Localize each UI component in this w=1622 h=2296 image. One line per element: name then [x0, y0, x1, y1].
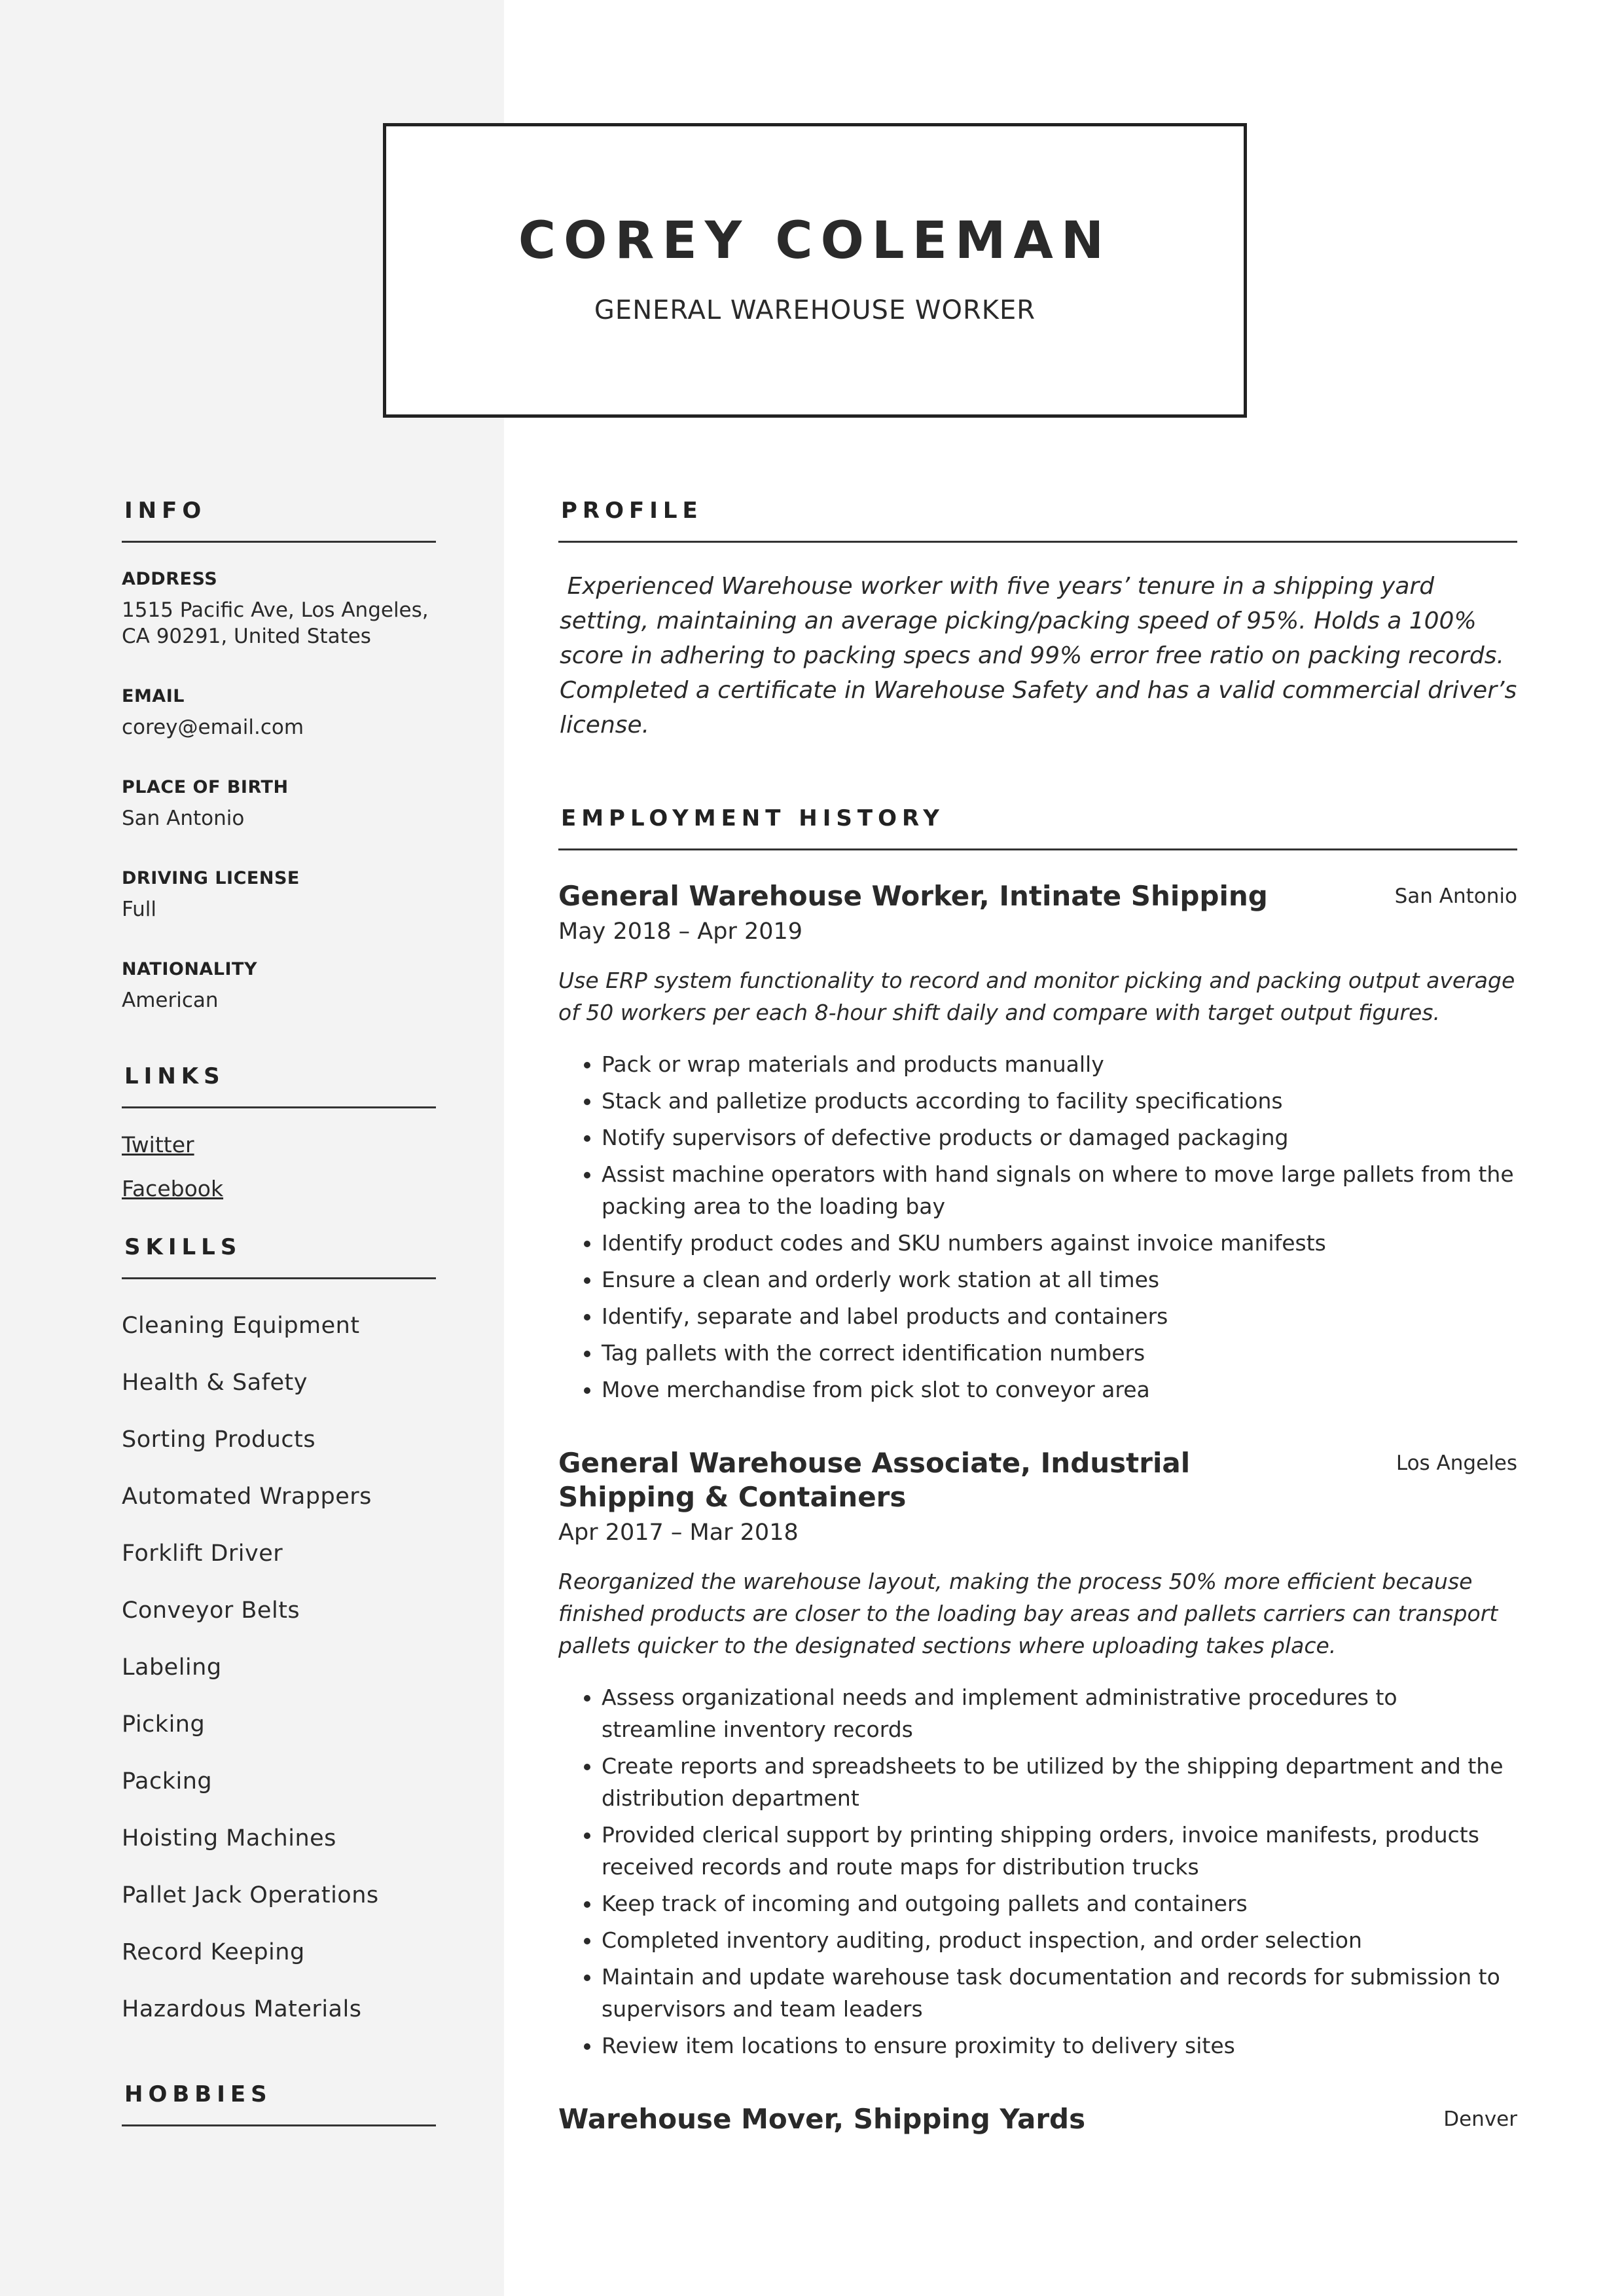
- skill-item: Conveyor Belts: [122, 1597, 300, 1624]
- profile-text: Experienced Warehouse worker with five years’ tenure in a shipping yard setting, maintaining an average picking/packing speed of 95%. Holds a 100% score in adhering to packing specs and 99% error free ratio on packing records. Completed a certificate in Warehouse Safety and has a valid commercial driver’s license.: [560, 573, 1524, 738]
- skill-item: Hoisting Machines: [122, 1825, 336, 1851]
- address-label: ADDRESS: [122, 569, 218, 589]
- candidate-title: GENERAL WAREHOUSE WORKER: [594, 295, 1036, 325]
- bullet-item: • Stack and palletize products according to facility specifications: [602, 1085, 1517, 1117]
- email-value: corey@email.com: [122, 716, 304, 739]
- driving-license-label: DRIVING LICENSE: [122, 868, 300, 888]
- main-content: [558, 498, 1524, 2136]
- job-bullets: [558, 1681, 1517, 2062]
- bullet-item: • Tag pallets with the correct identification numbers: [602, 1337, 1517, 1369]
- job-title: General Warehouse Worker, Intinate Shipping: [558, 880, 1268, 912]
- skills-heading: SKILLS: [122, 1234, 436, 1279]
- job-title: General Warehouse Associate, Industrial Shipping & Containers: [558, 1447, 1191, 1513]
- skills-list: [122, 1298, 436, 2038]
- bullet-item: • Completed inventory auditing, product inspection, and order selection: [602, 1924, 1517, 1956]
- job-entry: [558, 1446, 1517, 2062]
- skill-item: Hazardous Materials: [122, 1996, 362, 2022]
- info-list: [122, 569, 436, 1013]
- job-description: Use ERP system functionality to record and monitor picking and packing output average of 50 workers per each 8-hour shift daily and compare with target output figures.: [558, 968, 1515, 1025]
- bullet-item: • Assess organizational needs and implement administrative procedures to streamline inventory records: [602, 1681, 1517, 1745]
- bullet-item: • Create reports and spreadsheets to be utilized by the shipping department and the distribution department: [602, 1750, 1517, 1814]
- skills-section: [122, 1234, 436, 2038]
- skill-item: Health & Safety: [122, 1370, 308, 1396]
- skill-item: Labeling: [122, 1654, 222, 1681]
- bullet-item: • Notify supervisors of defective products or damaged packaging: [602, 1121, 1517, 1154]
- links-heading: LINKS: [122, 1063, 436, 1108]
- bullet-item: • Identify product codes and SKU numbers against invoice manifests: [602, 1227, 1517, 1259]
- job-entry: [558, 879, 1517, 1406]
- header-box: [383, 123, 1247, 418]
- twitter-link[interactable]: Twitter: [122, 1132, 194, 1157]
- bullet-item: • Assist machine operators with hand signals on where to move large pallets from the packing area to the loading bay: [602, 1158, 1517, 1222]
- job-city: San Antonio: [1394, 884, 1517, 908]
- driving-license-value: Full: [122, 898, 157, 921]
- job-dates: Apr 2017 – Mar 2018: [558, 1520, 799, 1546]
- skill-item: Picking: [122, 1711, 206, 1738]
- nationality-label: NATIONALITY: [122, 959, 258, 979]
- profile-heading: PROFILE: [558, 498, 1517, 543]
- bullet-item: • Keep track of incoming and outgoing pallets and containers: [602, 1887, 1517, 1920]
- birthplace-label: PLACE OF BIRTH: [122, 777, 289, 797]
- job-dates: May 2018 – Apr 2019: [558, 919, 803, 945]
- info-heading: INFO: [122, 498, 436, 543]
- skill-item: Record Keeping: [122, 1939, 305, 1965]
- email-label: EMAIL: [122, 686, 185, 706]
- skill-item: Forklift Driver: [122, 1540, 283, 1567]
- sidebar: [122, 498, 436, 2126]
- skill-item: Automated Wrappers: [122, 1484, 372, 1510]
- skill-item: Sorting Products: [122, 1427, 316, 1453]
- hobbies-section: [122, 2081, 436, 2126]
- bullet-item: • Pack or wrap materials and products manually: [602, 1048, 1517, 1080]
- nationality-value: American: [122, 989, 219, 1012]
- bullet-item: • Provided clerical support by printing shipping orders, invoice manifests, products received records and route maps for distribution trucks: [602, 1819, 1517, 1883]
- facebook-link[interactable]: Facebook: [122, 1176, 224, 1201]
- skill-item: Cleaning Equipment: [122, 1313, 360, 1339]
- bullet-item: • Identify, separate and label products and containers: [602, 1300, 1517, 1332]
- bullet-item: • Maintain and update warehouse task documentation and records for submission to supervisors and team leaders: [602, 1961, 1517, 2025]
- skill-item: Pallet Jack Operations: [122, 1882, 379, 1908]
- job-bullets: [558, 1048, 1517, 1406]
- candidate-name: COREY COLEMAN: [518, 211, 1112, 270]
- job-city: Denver: [1443, 2107, 1517, 2131]
- hobbies-heading: HOBBIES: [122, 2081, 436, 2126]
- employment-heading: EMPLOYMENT HISTORY: [558, 805, 1517, 850]
- address-value: 1515 Pacific Ave, Los Angeles, CA 90291, United States: [122, 598, 429, 648]
- job-description: Reorganized the warehouse layout, making the process 50% more efficient because finished products are closer to the loading bay areas and pallets carriers can transport pallets quicker to the designated sections where uploading takes place.: [558, 1569, 1498, 1658]
- skill-item: Packing: [122, 1768, 213, 1795]
- links-section: [122, 1063, 436, 1201]
- job-entry: [558, 2102, 1517, 2136]
- bullet-item: • Ensure a clean and orderly work station at all times: [602, 1264, 1517, 1296]
- bullet-item: • Move merchandise from pick slot to conveyor area: [602, 1374, 1517, 1406]
- job-title: Warehouse Mover, Shipping Yards: [558, 2103, 1086, 2135]
- job-city: Los Angeles: [1396, 1451, 1517, 1475]
- birthplace-value: San Antonio: [122, 807, 245, 830]
- bullet-item: • Review item locations to ensure proximity to delivery sites: [602, 2030, 1517, 2062]
